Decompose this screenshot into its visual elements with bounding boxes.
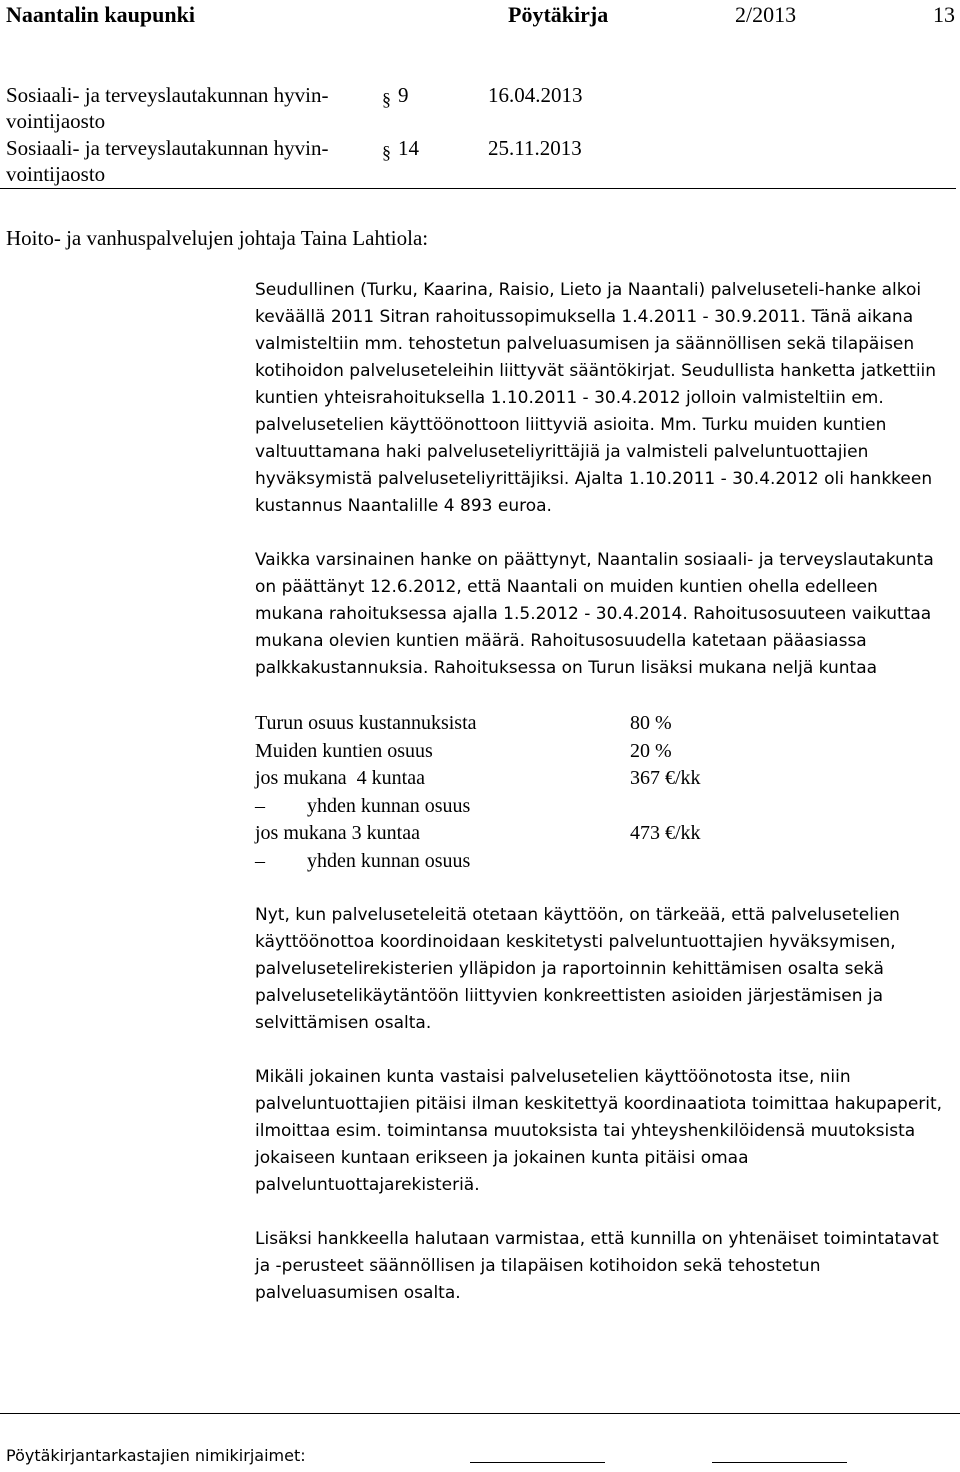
dash-bullet: – xyxy=(255,849,265,872)
reference-list xyxy=(6,82,956,188)
section-symbol: § xyxy=(382,142,391,162)
meeting-date: 16.04.2013 xyxy=(488,83,583,107)
cost-row xyxy=(255,820,950,848)
cost-row xyxy=(255,765,950,793)
cost-sublabel: yhden kunnan osuus xyxy=(307,849,471,872)
committee-name: Sosiaali- ja terveyslautakunnan hyvin-vointijaosto xyxy=(6,83,329,133)
page-header xyxy=(0,0,960,34)
committee-name: Sosiaali- ja terveyslautakunnan hyvin-vointijaosto xyxy=(6,136,329,186)
cost-label: Turun osuus kustannuksista xyxy=(255,712,477,734)
cost-row xyxy=(255,848,950,876)
cost-label: jos mukana 4 kuntaa xyxy=(255,767,425,789)
paragraph: Seudullinen (Turku, Kaarina, Raisio, Lieto ja Naantali) palveluseteli-hanke alkoi keväällä 2011 Sitran rahoitussopimuksella 1.4.2011 - 30.9.2011. Tänä aikana valmisteltiin mm. tehostetun palveluasumisen ja säännöllisen sekä tilapäisen kotihoidon palveluseteleihin liittyvät sääntökirjat. Seudullista hanketta jatkettiin kuntien yhteisrahoituksella 1.10.2011 - 30.4.2012 jolloin valmisteltiin em. palvelusetelien käyttöönottoon liittyviä asioita. Mm. Turku muiden kuntien valtuuttamana haki palveluseteliyrittäjiä ja valmisteli palveluntuottajien hyväksymistä palveluseteliyrittäjiksi. Ajalta 1.10.2011 - 30.4.2012 oli hankkeen kustannus Naantalille 4 893 euroa. xyxy=(255,280,937,516)
dash-bullet: – xyxy=(255,794,265,817)
municipality-name: Naantalin kaupunki xyxy=(6,2,195,27)
cost-row xyxy=(255,710,950,738)
cost-sublabel: yhden kunnan osuus xyxy=(307,794,471,817)
cost-label: Muiden kuntien osuus xyxy=(255,739,433,762)
signatures-label: Pöytäkirjantarkastajien nimikirjaimet: xyxy=(6,1446,306,1465)
signature-line xyxy=(470,1462,605,1463)
cost-value: 473 €/kk xyxy=(630,822,701,844)
section-symbol: § xyxy=(382,89,391,109)
reference-row xyxy=(6,82,956,135)
cost-value: 20 % xyxy=(630,739,672,762)
section-number: 9 xyxy=(398,83,409,107)
paragraph: Lisäksi hankkeella halutaan varmistaa, että kunnilla on yhtenäiset toimintatavat ja -perusteet säännöllisen ja tilapäisen kotihoidon sekä tehostetun palveluasumisen osalta. xyxy=(255,1229,939,1303)
page-number: 13 xyxy=(933,2,955,27)
paragraph: Mikäli jokainen kunta vastaisi palvelusetelien käyttöönotosta itse, niin palveluntuottajien pitäisi ilman keskitettyä koordinaatiota toimittaa hakupaperit, ilmoittaa esim. toimintansa muutoksista tai yhteyshenkilöidensä muutoksista jokaiseen kuntaan erikseen ja jokainen kunta pitäisi omaa palveluntuottajarekisteriä. xyxy=(255,1067,943,1195)
cost-table xyxy=(255,710,950,875)
document-number: 2/2013 xyxy=(735,2,797,27)
cost-label: jos mukana 3 kuntaa xyxy=(255,822,420,844)
cost-value: 367 €/kk xyxy=(630,767,701,789)
reference-row xyxy=(6,135,956,188)
cost-value: 80 % xyxy=(630,712,672,734)
document-body xyxy=(255,277,950,1334)
paragraph: Vaikka varsinainen hanke on päättynyt, Naantalin sosiaali- ja terveyslautakunta on päättänyt 12.6.2012, että Naantali on muiden kuntien ohella edelleen mukana rahoituksessa ajalla 1.5.2012 - 30.4.2014. Rahoitusosuuteen vaikuttaa mukana olevien kuntien määrä. Rahoitusosuudella katetaan pääasiassa palkkakustannuksia. Rahoituksessa on Turun lisäksi mukana neljä kuntaa xyxy=(255,550,934,678)
document-type: Pöytäkirja xyxy=(508,2,609,27)
cost-row xyxy=(255,793,950,821)
speaker-line: Hoito- ja vanhuspalvelujen johtaja Taina Lahtiola: xyxy=(6,226,429,250)
divider xyxy=(0,188,956,189)
section-number: 14 xyxy=(398,136,419,160)
paragraph: Nyt, kun palveluseteleitä otetaan käyttöön, on tärkeää, että palvelusetelien käyttöönottoa koordinoidaan keskitetysti palveluntuottajien hyväksymisen, palvelusetelirekisterien ylläpidon ja raportoinnin kehittämisen osalta sekä palvelusetelikäytäntöön liittyvien konkreettisten asioiden järjestämisen ja selvittämisen osalta. xyxy=(255,905,900,1033)
signature-line xyxy=(712,1462,847,1463)
cost-row xyxy=(255,738,950,766)
footer-divider xyxy=(0,1413,960,1414)
meeting-date: 25.11.2013 xyxy=(488,136,582,160)
